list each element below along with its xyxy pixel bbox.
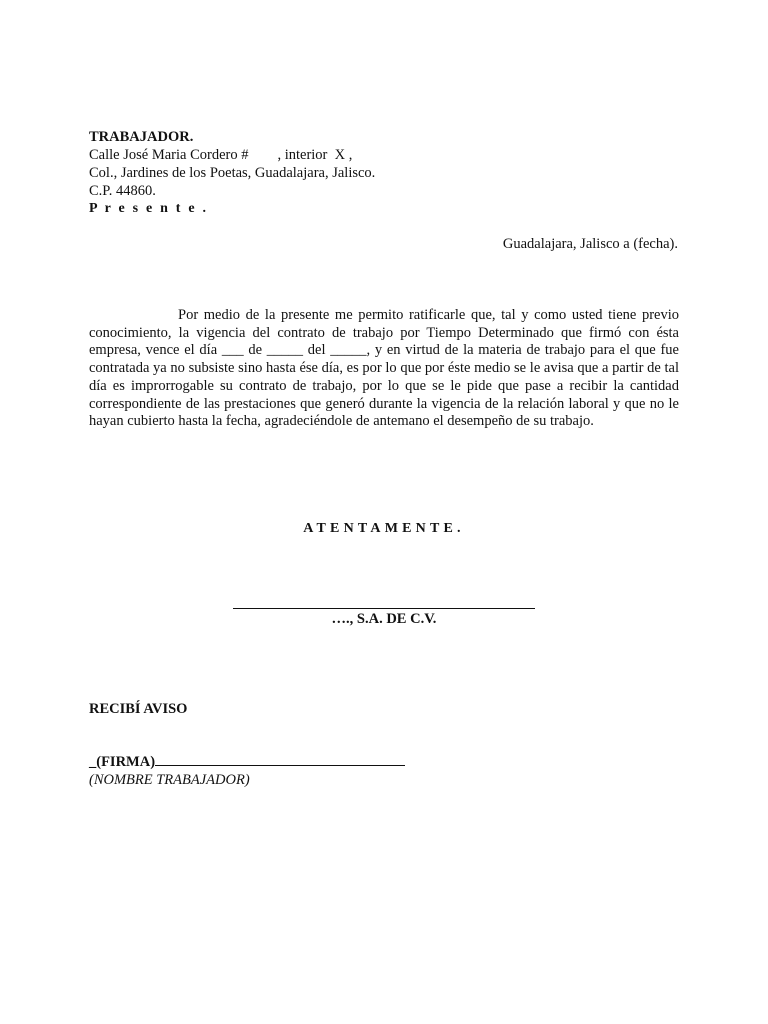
address-line-2: Col., Jardines de los Poetas, Guadalajara, Jalisco. (89, 165, 376, 181)
company-signature-line (233, 608, 535, 609)
date-line: Guadalajara, Jalisco a (fecha). (502, 236, 678, 252)
closing-atentamente: ATENTAMENTE. (303, 521, 465, 536)
presente-label: P r e s e n t e . (89, 201, 209, 216)
recipient-title: TRABAJADOR. (89, 129, 194, 145)
address-line-1: Calle José Maria Cordero # , interior X , (89, 147, 353, 163)
company-name: …., S.A. DE C.V. (331, 611, 437, 627)
firma-label: _(FIRMA) (89, 754, 156, 770)
worker-signature-row (89, 752, 405, 770)
receipt-title: RECIBÍ AVISO (89, 701, 188, 717)
letter-body: Por medio de la presente me permito ratificarle que, tal y como usted tiene previo conocimiento, la vigencia del contrato de trabajo por Tiempo Determinado que firmó con ésta empresa, vence el día ___ de _____ del _____, y en virtud de la materia de trabajo para el que fue contratada ya no subsiste sino hasta ése día, es por lo que por éste medio se le avisa que a partir de tal día es improrrogable su contrato de trabajo, por lo que se le pide que pase a recibir la cantidad correspondiente de las prestaciones que generó durante la vigencia de la relación laboral y que no le hayan cubierto hasta la fecha, agradeciéndole de antemano el desempeño de su trabajo. (89, 307, 679, 430)
postal-code: C.P. 44860. (89, 183, 156, 199)
worker-signature-line (155, 752, 405, 766)
recipient-block (89, 128, 679, 218)
worker-name-label: (NOMBRE TRABAJADOR) (89, 772, 250, 788)
